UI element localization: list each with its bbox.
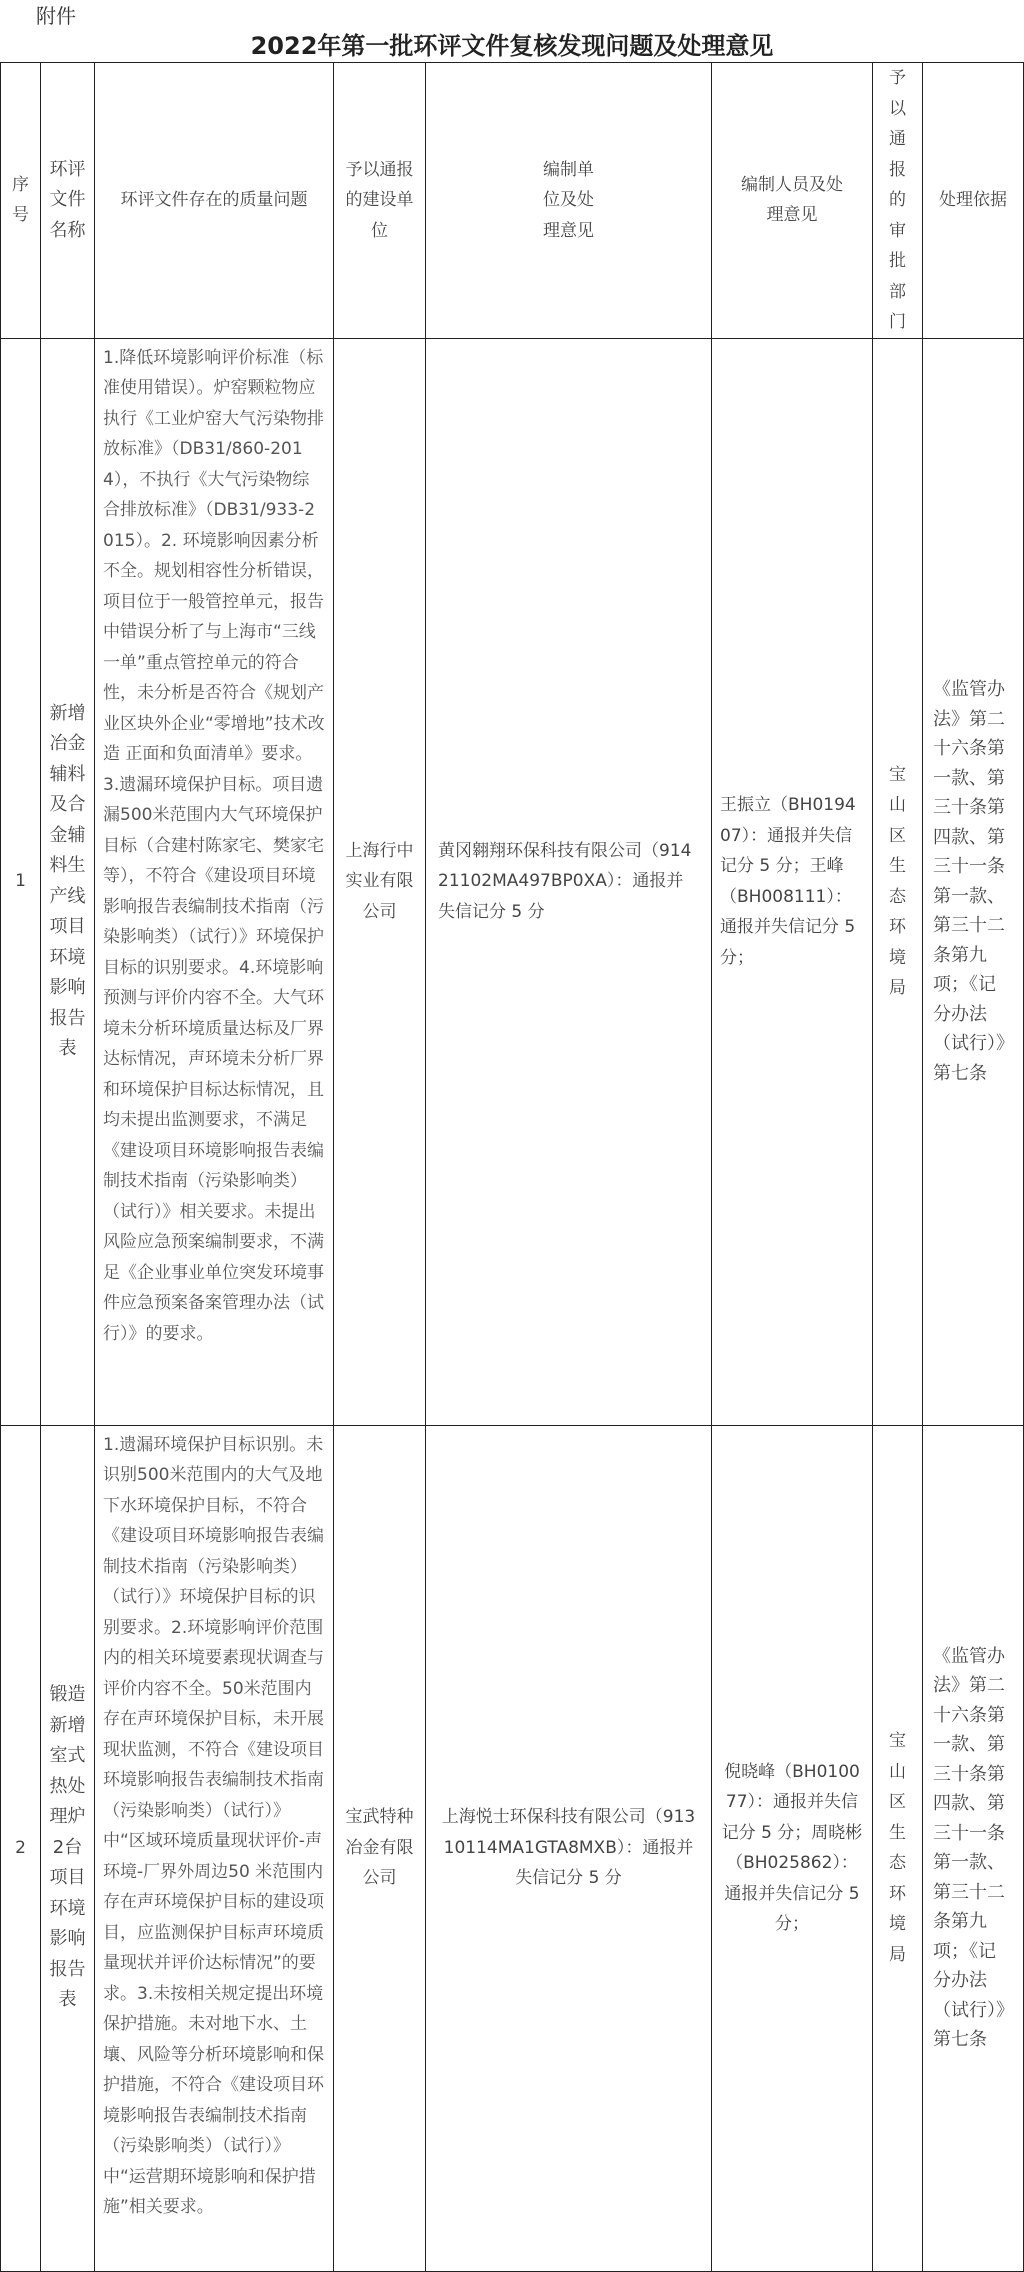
table-row [1, 338, 1024, 1425]
table-header-row [1, 63, 1024, 339]
attachment-label: 附件 [36, 4, 76, 28]
row-unit: 上海行中实业有限公司 [334, 338, 426, 1425]
table-row [1, 1425, 1024, 2271]
row-staff: 倪晓峰（BH010077）：通报并失信记分 5 分；周晓彬（BH025862）：通报并失信记分 5 分； [712, 1425, 873, 2271]
header-index: 序号 [1, 63, 41, 339]
header-issues: 环评文件存在的质量问题 [95, 63, 334, 339]
header-basis: 处理依据 [923, 63, 1024, 339]
row-issues: 1.降低环境影响评价标准（标准使用错误）。炉窑颗粒物应执行《工业炉窑大气污染物排放标准》（DB31/860-2014），不执行《大气污染物综合排放标准》（DB31/933-2015）。2. 环境影响因素分析不全。规划相容性分析错误，项目位于一般管控单元，报告中错误分析了与上海市“三线一单”重点管控单元的符合性，未分析是否符合《规划产业区块外企业“零增地”技术改造 正面和负面清单》要求。3.遗漏环境保护目标。项目遗漏500米范围内大气环境保护目标（合建村陈家宅、樊家宅等），不符合《建设项目环境影响报告表编制技术指南（污染影响类）（试行）》环境保护目标的识别要求。4.环境影响预测与评价内容不全。大气环境未分析环境质量达标及厂界达标情况，声环境未分析厂界和环境保护目标达标情况，且均未提出监测要求，不满足《建设项目环境影响报告表编制技术指南（污染影响类）（试行）》相关要求。未提出风险应急预案编制要求，不满足《企业事业单位突发环境事件应急预案备案管理办法（试行）》的要求。 [95, 338, 334, 1425]
row-index: 2 [1, 1425, 41, 2271]
header-unit: 予以通报的建设单位 [334, 63, 426, 339]
document-title: 2022年第一批环评文件复核发现问题及处理意见 [250, 32, 774, 60]
row-issues: 1.遗漏环境保护目标识别。未识别500米范围内的大气及地下水环境保护目标，不符合《建设项目环境影响报告表编制技术指南（污染影响类）（试行）》环境保护目标的识别要求。2.环境影响评价范围内的相关环境要素现状调查与评价内容不全。50米范围内存在声环境保护目标，未开展现状监测，不符合《建设项目环境影响报告表编制技术指南（污染影响类）（试行）》中“区域环境质量现状评价-声环境-厂界外周边50 米范围内存在声环境保护目标的建设项目，应监测保护目标声环境质量现状并评价达标情况”的要求。3.未按相关规定提出环境保护措施。未对地下水、土壤、风险等分析环境影响和保护措施，不符合《建设项目环境影响报告表编制技术指南（污染影响类）（试行）》中“运营期环境影响和保护措施”相关要求。 [95, 1425, 334, 2271]
row-index: 1 [1, 338, 41, 1425]
row-org: 上海悦士环保科技有限公司（91310114MA1GTA8MXB）：通报并失信记分 5 分 [426, 1425, 712, 2271]
row-name: 新增冶金辅料及合金辅料生产线项目环境影响报告表 [41, 338, 95, 1425]
row-org: 黄冈翱翔环保科技有限公司（91421102MA497BP0XA）：通报并失信记分 5 分 [426, 338, 712, 1425]
row-name: 锻造新增室式热处理炉2台项目环境影响报告表 [41, 1425, 95, 2271]
header-staff: 编制人员及处理意见 [712, 63, 873, 339]
row-dept: 宝山区生态环境局 [873, 338, 923, 1425]
row-unit: 宝武特种冶金有限公司 [334, 1425, 426, 2271]
row-basis: 《监管办法》第二十六条第一款、第三十条第四款、第三十一条第一款、第三十二条第九项；《记分办法（试行）》第七条 [923, 1425, 1024, 2271]
header-dept: 予以通报的审批部门 [873, 63, 923, 339]
row-staff: 王振立（BH019407）：通报并失信记分 5 分；王峰（BH008111）：通报并失信记分 5 分； [712, 338, 873, 1425]
row-dept: 宝山区生态环境局 [873, 1425, 923, 2271]
row-basis: 《监管办法》第二十六条第一款、第三十条第四款、第三十一条第一款、第三十二条第九项；《记分办法（试行）》第七条 [923, 338, 1024, 1425]
header-name: 环评文件名称 [41, 63, 95, 339]
review-table [0, 62, 1024, 2272]
header-org: 编制单位及处理意见 [426, 63, 712, 339]
